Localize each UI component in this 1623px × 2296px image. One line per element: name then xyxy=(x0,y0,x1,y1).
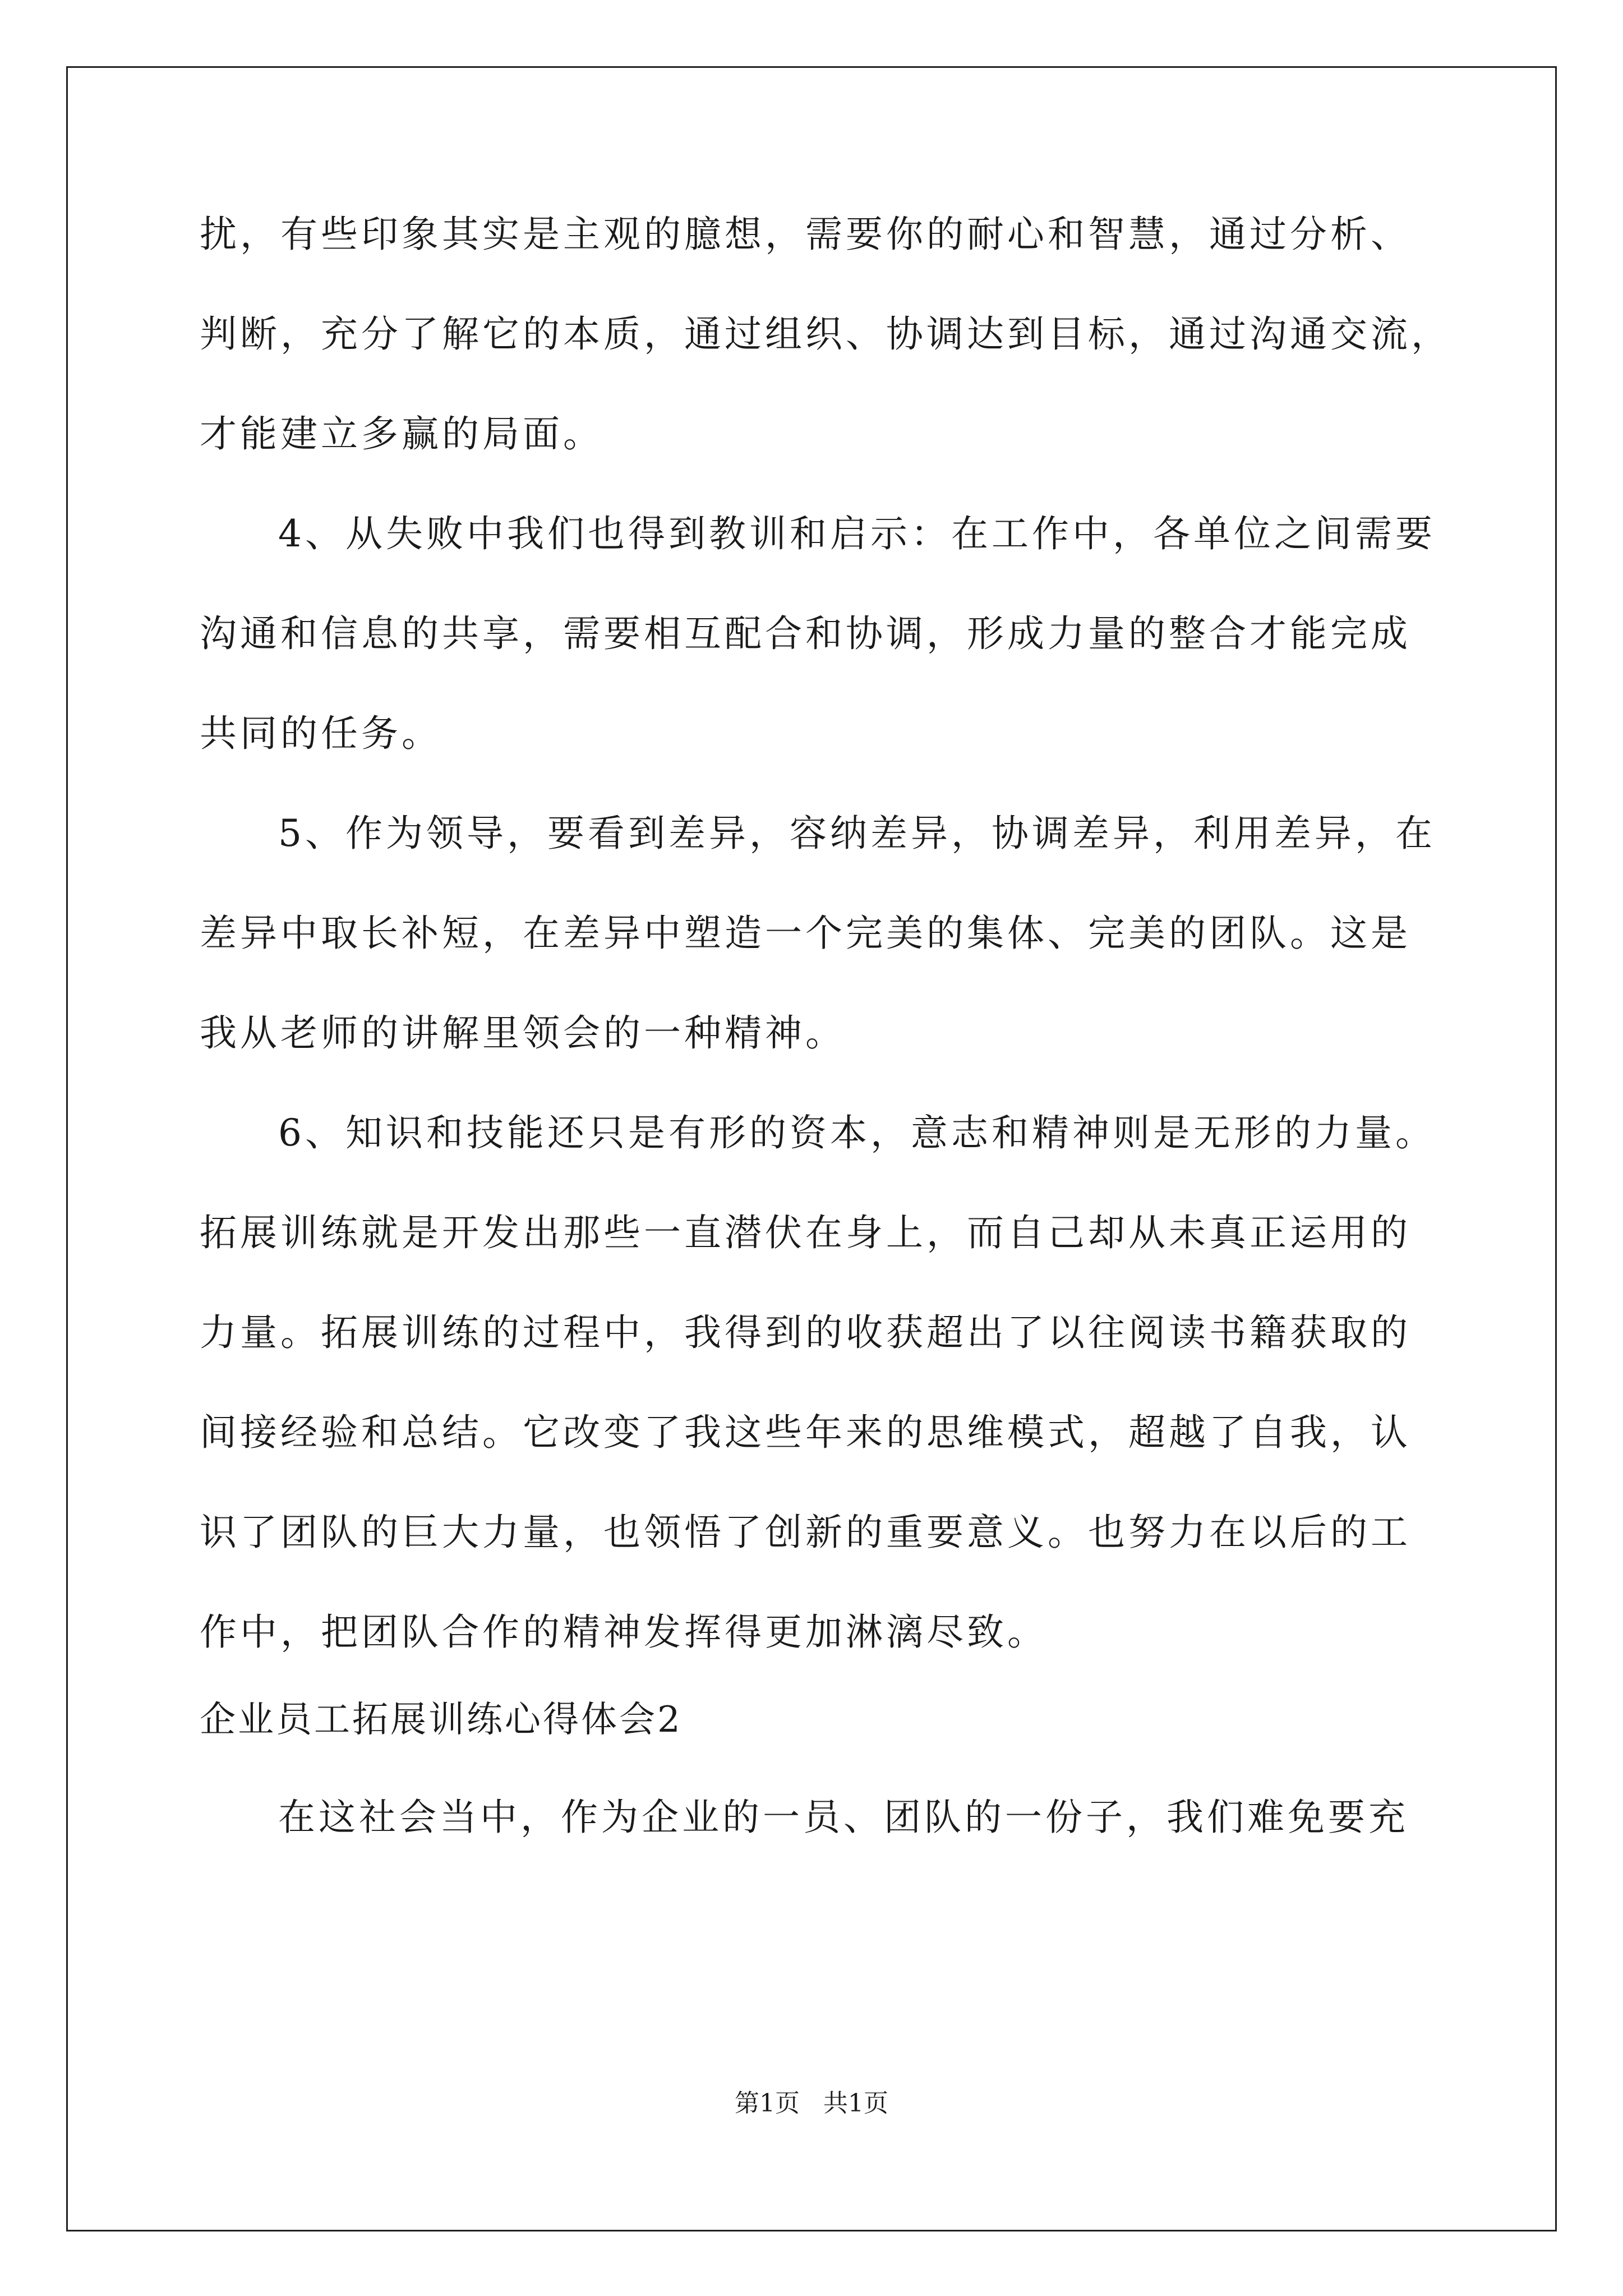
paragraph-first-line: 4、从失败中我们也得到教训和启示：在工作中，各单位之间需要 xyxy=(278,512,1436,555)
text-line: 拓展训练就是开发出那些一直潜伏在身上，而自己却从未真正运用的 xyxy=(200,1211,1411,1254)
paragraph-first-line: 在这社会当中，作为企业的一员、团队的一份子，我们难免要充 xyxy=(278,1796,1409,1839)
text-line: 间接经验和总结。它改变了我这些年来的思维模式，超越了自我，认 xyxy=(200,1411,1411,1454)
text-line: 判断，充分了解它的本质，通过组织、协调达到目标，通过沟通交流， xyxy=(200,312,1451,356)
text-line: 共同的任务。 xyxy=(200,712,442,755)
text-line: 力量。拓展训练的过程中，我得到的收获超出了以往阅读书籍获取的 xyxy=(200,1311,1411,1354)
text-line: 差异中取长补短，在差异中塑造一个完美的集体、完美的团队。这是 xyxy=(200,912,1411,955)
text-line: 识了团队的巨大力量，也领悟了创新的重要意义。也努力在以后的工 xyxy=(200,1511,1411,1554)
text-line: 我从老师的讲解里领会的一种精神。 xyxy=(200,1011,846,1055)
paragraph-first-line: 6、知识和技能还只是有形的资本，意志和精神则是无形的力量。 xyxy=(278,1111,1436,1154)
section-heading: 企业员工拓展训练心得体会2 xyxy=(200,1699,683,1741)
text-line: 才能建立多赢的局面。 xyxy=(200,412,603,455)
text-line: 沟通和信息的共享，需要相互配合和协调，形成力量的整合才能完成 xyxy=(200,612,1411,655)
paragraph-first-line: 5、作为领导，要看到差异，容纳差异，协调差异，利用差异，在 xyxy=(278,812,1436,855)
text-line: 扰，有些印象其实是主观的臆想，需要你的耐心和智慧，通过分析、 xyxy=(200,213,1411,256)
page-footer: 第1页 共1页 xyxy=(735,2089,888,2118)
text-line: 作中，把团队合作的精神发挥得更加淋漓尽致。 xyxy=(200,1611,1048,1654)
